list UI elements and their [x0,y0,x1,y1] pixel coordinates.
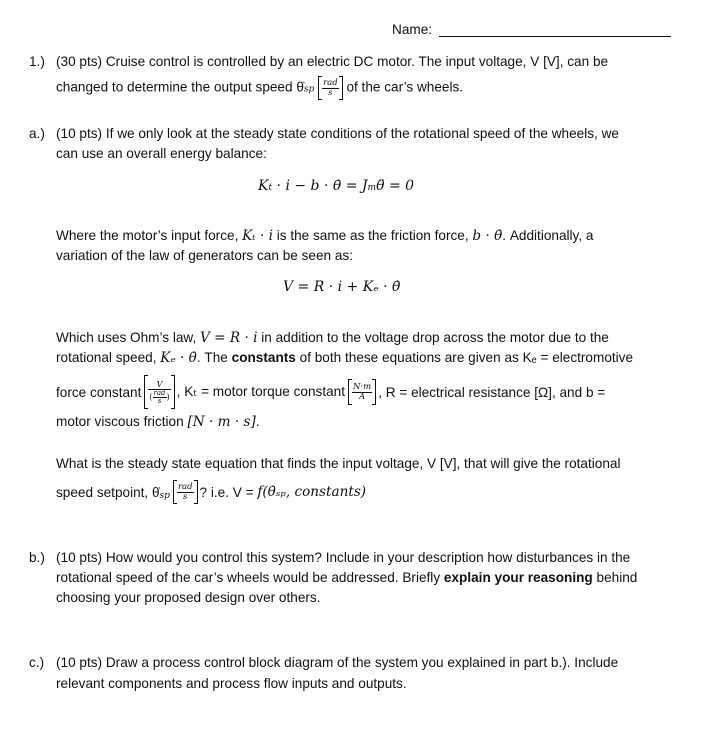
qa-line2: can use an overall energy balance: [56,146,267,161]
qb-line2-pre: rotational speed of the car’s wheels would be addressed. Briefly [56,570,444,585]
qc-line1: (10 pts) Draw a process control block diagram of the system you explained in part b.). Include [56,655,619,670]
qa-p1-line1 [56,228,593,244]
p2l4-math: [N · m · s] [187,414,256,430]
p2-math: V = R · i [200,330,258,346]
p3-sp-sub: sp [159,491,170,501]
q1-sp-subscript: sp [303,84,315,95]
qa-line1: (10 pts) If we only look at the steady state conditions of the rotational speed of the wheels, we [56,126,619,141]
p3-unit-num: rad [177,481,193,492]
qa-label: a.) [29,126,45,141]
q1-number: 1.) [29,54,45,69]
name-field-line[interactable] [439,36,671,37]
eq1-m-sub: m [367,183,377,193]
ke-unit-v: V [148,380,170,390]
ke-unit-rad: rad [153,388,166,397]
p2-post: in addition to the voltage drop across the motor due to the [257,330,609,345]
q1-line2 [56,76,463,100]
qa-p1-line2: variation of the law of generators can be seen as: [56,248,353,263]
q1-unit-den: s [328,87,333,98]
kt-unit-nm: N·m [353,381,372,392]
p2l3-a: force constant [56,384,142,400]
p3-post: ? i.e. V = [199,484,254,500]
eq1-rest: · i − b · θ̇ = J [272,178,368,194]
eq1-end: θ̈ = 0 [376,178,415,194]
p1-math2: b · θ̇ [472,228,503,244]
p2l2-mid: . The [196,350,232,365]
qa-p2-line3 [56,375,605,409]
p2l2-bold: constants [231,350,296,365]
qa-p2-line4 [56,414,260,430]
qa-p2-line2 [56,350,633,366]
p2l2-post: of both these equations are given as Kₑ = electromotive [295,350,634,365]
q1-unit-num: rad [323,77,338,88]
name-label: Name: [392,22,433,37]
eq1-K: K [258,178,269,194]
qb-line2-post: behind [592,570,638,585]
qa-p2-line1 [56,330,609,346]
qc-label: c.) [29,655,45,670]
p2-pre: Which uses Ohm’s law, [56,330,201,345]
p1-pre: Where the motor’s input force, [56,228,243,243]
qa-p3-line2 [56,480,366,504]
p2l2-math: Kₑ · θ̇ [160,350,197,366]
p1-post: . Additionally, a [502,228,594,243]
p2l4-a: motor viscous friction [56,414,188,429]
p2l3-c: , R = electrical resistance [Ω], and b = [378,384,606,400]
p2l4-b: . [255,414,260,429]
qb-line3: choosing your proposed design over others. [56,590,321,605]
p3-math: f(θ̇ₛₚ, constants) [257,484,367,500]
qb-line1: (10 pts) How would you control this system? Include in your description how disturbances in the [56,550,631,565]
qc-line2: relevant components and process flow inputs and outputs. [56,676,407,691]
p1-mid: is the same as the friction force, [272,228,473,243]
q1-line2-post: of the car’s wheels. [346,79,464,95]
qb-line2 [56,570,637,585]
qb-line2-bold: explain your reasoning [443,570,593,585]
p2l2-pre: rotational speed, [56,350,161,365]
kt-unit-a: A [359,391,366,402]
qa-p3-line1: What is the steady state equation that finds the input voltage, V [V], that will give the rotational [56,456,621,471]
p3-unit-den: s [183,491,188,502]
p1-math1: Kₜ · i [242,228,273,244]
qa-equation-1 [258,178,414,194]
kt-unit-bracket [348,379,376,405]
q1-line2-text: changed to determine the output speed θ̇ [56,79,304,95]
eq1-t-sub: t [268,183,273,193]
qb-label: b.) [29,550,45,565]
q1-unit-bracket [318,76,343,100]
p3-pre: speed setpoint, θ̇ [56,484,160,500]
p2l3-b: , Kₜ = motor torque constant [176,384,346,399]
qa-equation-2: V = R · i + Kₑ · θ̇ [283,279,401,295]
ke-unit-bracket: V ( $\frac{\text{rad}}{s}$ ) [144,375,174,409]
p3-unit-bracket [173,480,198,504]
q1-line1: (30 pts) Cruise control is controlled by an electric DC motor. The input voltage, V [V], can be [56,54,609,69]
ke-unit-s: s [157,396,162,405]
